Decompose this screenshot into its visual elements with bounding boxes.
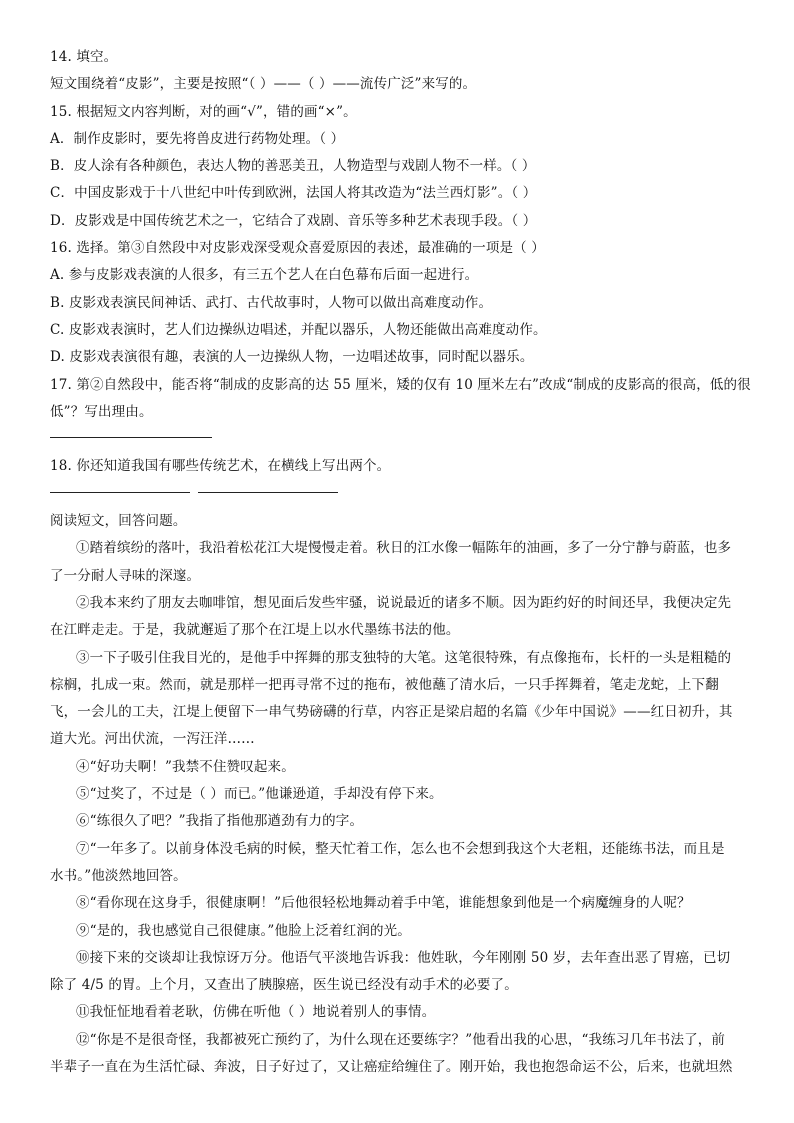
reading-paragraph-9-line-1: ⑨“是的，我也感觉自己很健康。”他脸上泛着红润的光。 (76, 922, 411, 939)
q16-title: 16. 选择。第③自然段中对皮影戏深受观众喜爱原因的表述，最准确的一项是（ ） (50, 240, 545, 257)
reading-paragraph-10-line-2: 除了 4/5 的胃。上个月，又查出了胰腺癌，医生说已经没有动手术的必要了。 (50, 977, 518, 994)
reading-paragraph-11-line-1: ⑪我怔怔地看着老耿，仿佛在听他（ ）地说着别人的事情。 (76, 1004, 436, 1021)
reading-paragraph-2-line-1: ②我本来约了朋友去咖啡馆，想见面后发些牢骚，说说最近的诸多不顺。因为距约好的时间还早，我便决定先 (76, 594, 732, 611)
exam-page (50, 44, 762, 1081)
q18-title: 18. 你还知道我国有哪些传统艺术，在横线上写出两个。 (50, 458, 391, 475)
q17-line-2: 低”？写出理由。 (50, 403, 153, 420)
q14-text: 短文围绕着“皮影”，主要是按照“（ ）——（ ）——流传广泛”来写的。 (50, 76, 477, 93)
reading-paragraph-8-line-1: ⑧“看你现在这身手，很健康啊！”后他很轻松地舞动着手中笔，谁能想象到他是一个病魔缠身的人呢？ (76, 895, 691, 912)
q15-item-c: C．中国皮影戏于十八世纪中叶传到欧洲，法国人将其改造为“法兰西灯影”。（ ） (50, 185, 537, 202)
reading-paragraph-3-line-4: 道大光。河出伏流，一泻汪洋…… (50, 731, 255, 748)
q18-answer-lines[interactable] (50, 481, 762, 508)
reading-intro: 阅读短文，回答问题。 (50, 513, 187, 530)
reading-paragraph-5-line-1: ⑤“过奖了，不过是（ ）而已。”他谦逊道，手却没有停下来。 (76, 786, 443, 803)
q15-item-a: A．制作皮影时，要先将兽皮进行药物处理。（ ） (50, 130, 345, 147)
reading-paragraph-6-line-1: ⑥“练很久了吧？”我指了指他那遒劲有力的字。 (76, 813, 364, 830)
q17-line-1: 17. 第②自然段中，能否将“制成的皮影高的达 55 厘米，矮的仅有 10 厘米左右”改成“制成的皮影高的很高，低的很 (50, 376, 751, 393)
q17-answer-line[interactable] (50, 426, 762, 453)
q18-blank-1[interactable] (50, 492, 190, 493)
q16-option-c: C. 皮影戏表演时，艺人们边操纵边唱述，并配以器乐，人物还能做出高难度动作。 (50, 321, 547, 338)
q18-blank-2[interactable] (198, 492, 338, 493)
q15-title: 15. 根据短文内容判断，对的画“√”，错的画“×”。 (50, 103, 357, 120)
reading-paragraph-7-line-2: 水书。”他淡然地回答。 (50, 867, 187, 884)
reading-paragraph-1-line-2: 了一分耐人寻味的深邃。 (50, 567, 201, 584)
q15-item-d: D．皮影戏是中国传统艺术之一，它结合了戏剧、音乐等多种艺术表现手段。（ ） (50, 212, 537, 229)
reading-paragraph-3-line-2: 棕榈，扎成一束。然而，就是那样一把再寻常不过的拖布，被他蘸了清水后，一只手挥舞着，笔走龙蛇，上下翻 (50, 676, 719, 693)
reading-paragraph-1-line-1: ①踏着缤纷的落叶，我沿着松花江大堤慢慢走着。秋日的江水像一幅陈年的油画，多了一分宁静与蔚蓝，也多 (76, 540, 732, 557)
q16-option-b: B. 皮影戏表演民间神话、武打、古代故事时，人物可以做出高难度动作。 (50, 294, 493, 311)
reading-paragraph-3-line-1: ③一下子吸引住我目光的，是他手中挥舞的那支独特的大笔。这笔很特殊，有点像拖布，长杆的一头是粗糙的 (76, 649, 732, 666)
q16-option-d: D. 皮影戏表演很有趣，表演的人一边操纵人物，一边唱述故事，同时配以器乐。 (50, 349, 534, 366)
q15-item-b: B．皮人涂有各种颜色，表达人物的善恶美丑，人物造型与戏剧人物不一样。（ ） (50, 158, 536, 175)
reading-paragraph-12-line-2: 半辈子一直在为生活忙碌、奔波，日子好过了，又让癌症给缠住了。刚开始，我也抱怨命运不公，后来，也就坦然 (50, 1058, 733, 1075)
reading-body (50, 535, 762, 1081)
reading-paragraph-2-line-2: 在江畔走走。于是，我就邂逅了那个在江堤上以水代墨练书法的他。 (50, 622, 460, 639)
reading-paragraph-7-line-1: ⑦“一年多了。以前身体没毛病的时候，整天忙着工作，怎么也不会想到我这个大老粗，还能练书法，而且是 (76, 840, 725, 857)
reading-paragraph-12-line-1: ⑫“你是不是很奇怪，我都被死亡预约了，为什么现在还要练字？”他看出我的心思，“我练习几年书法了，前 (76, 1031, 726, 1048)
q14-title: 14. 填空。 (50, 49, 118, 65)
reading-paragraph-4-line-1: ④“好功夫啊！”我禁不住赞叹起来。 (76, 758, 295, 775)
reading-paragraph-3-line-3: 飞，一会儿的工夫，江堤上便留下一串气势磅礴的行草，内容正是梁启超的名篇《少年中国说》——红日初升，其 (50, 704, 733, 721)
reading-paragraph-10-line-1: ⑩接下来的交谈却让我惊讶万分。他语气平淡地告诉我：他姓耿，今年刚刚 50 岁，去年查出恶了胃癌，已切 (76, 949, 731, 966)
q16-option-a: A. 参与皮影戏表演的人很多，有三五个艺人在白色幕布后面一起进行。 (50, 267, 479, 284)
